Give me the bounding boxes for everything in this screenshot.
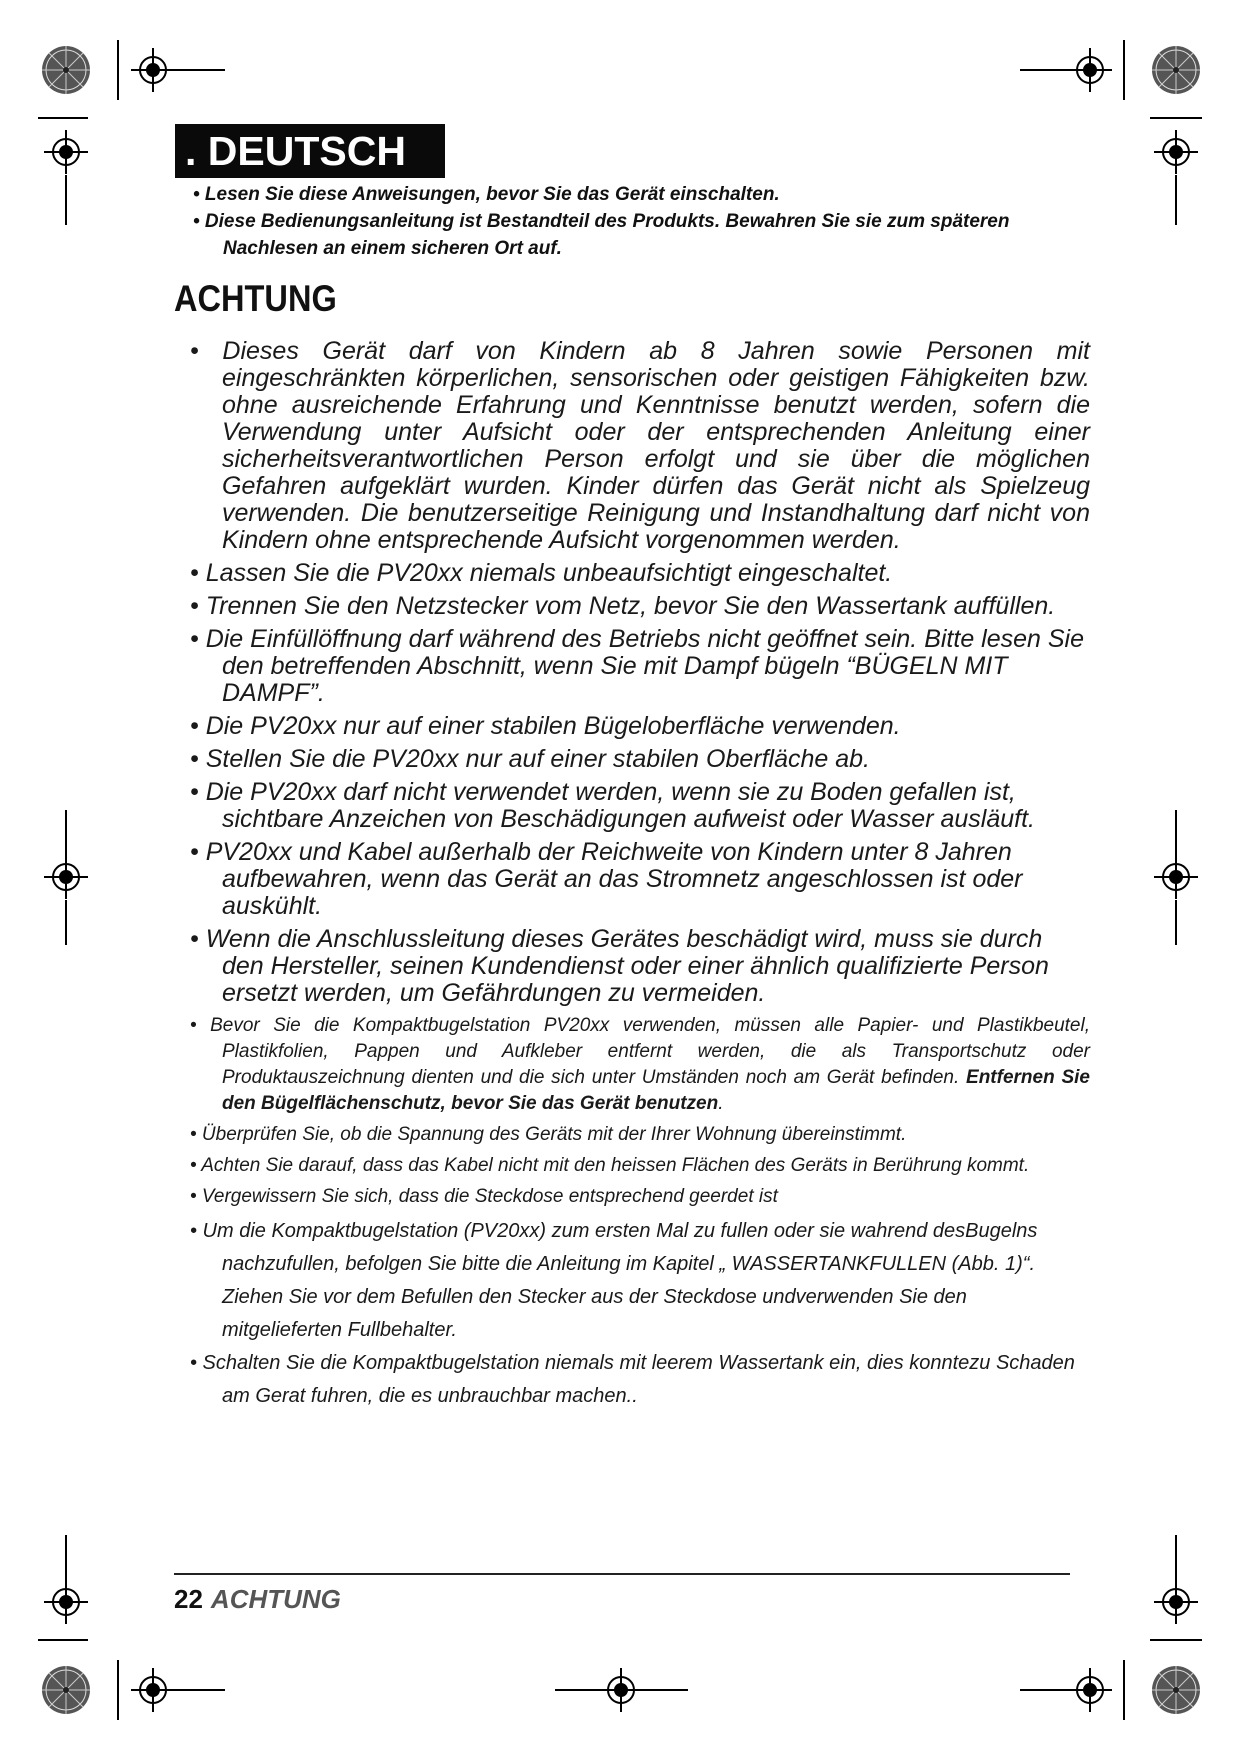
list-item: • Achten Sie darauf, dass das Kabel nicht mit den heissen Flächen des Geräts in Berührung kommt.: [190, 1155, 1030, 1176]
list-item: • Trennen Sie den Netzstecker vom Netz, bevor Sie den Wassertank auffüllen.: [190, 592, 1056, 620]
list-item: • Um die Kompaktbugelstation (PV20xx) zum ersten Mal zu fullen oder sie wahrend desBugelns nachzufullen, befolgen Sie bitte die Anleitung im Kapitel „ WASSERTANKFULLEN (Abb. 1)“. Ziehen Sie vor dem Befullen den Stecker aus der Steckdose undverwenden Sie den mitgelieferten Fullbehalter.: [190, 1220, 1038, 1341]
crosshair-mark-bottom-center: [599, 1668, 643, 1712]
crosshair-mark-bottom-right: [1068, 1668, 1112, 1712]
section-heading: ACHTUNG: [174, 278, 337, 319]
crosshair-mark-upper-right: [1154, 130, 1198, 174]
color-wheel-mark-top-right: [1152, 46, 1200, 94]
list-item: • Lassen Sie die PV20xx niemals unbeaufsichtigt eingeschaltet.: [190, 559, 893, 587]
crosshair-mark-middle-left: [44, 855, 88, 899]
protection-bold-text: Entfernen Sie den Bügelflächenschutz, bevor Sie das Gerät benutzen: [222, 1067, 1090, 1114]
warning-list: [190, 338, 1090, 1413]
list-item: • Die Einfüllöffnung darf während des Betriebs nicht geöffnet sein. Bitte lesen Sie den betreffenden Abschnitt, wenn Sie mit Dampf bügeln “BÜGELN MIT DAMPF”.: [190, 625, 1085, 707]
list-item: • Schalten Sie die Kompaktbugelstation niemals mit leerem Wassertank ein, dies konntezu Schaden am Gerat fuhren, die es unbrauchbar machen..: [190, 1352, 1075, 1407]
crosshair-mark-middle-right: [1154, 855, 1198, 899]
color-wheel-mark-top-left: [42, 46, 90, 94]
protection-text: • Bevor Sie die Kompaktbugelstation PV20xx verwenden, müssen alle Papier- und Plastikbeutel, Plastikfolien, Pappen und Aufkleber entfernt werden, die als Transportschutz oder Produktauszeichnung dienten und die sich unter Umständen noch am Gerät befinden.: [190, 1015, 1090, 1088]
protection-end: .: [718, 1093, 724, 1114]
crosshair-mark-top-left: [131, 48, 175, 92]
color-wheel-mark-bottom-left: [42, 1666, 90, 1714]
crosshair-mark-lower-right: [1154, 1580, 1198, 1624]
list-item: • Dieses Gerät darf von Kindern ab 8 Jahren sowie Personen mit eingeschränkten körperlichen, sensorischen oder geistigen Fähigkeiten bzw. ohne ausreichende Erfahrung und Kenntnisse benutzt werden, sofern die Verwendung unter Aufsicht oder der entsprechenden Anleitung einer sicherheitsverantwortlichen Person erfolgt und sie über die möglichen Gefahren aufgeklärt wurden. Kinder dürfen das Gerät nicht als Spielzeug verwenden. Die benutzerseitige Reinigung und Instandhaltung darf nicht von Kindern ohne entsprechende Aufsicht vorgenommen werden.: [190, 337, 1090, 554]
intro-note: • Lesen Sie diese Anweisungen, bevor Sie das Gerät einschalten.: [193, 184, 780, 205]
page-footer: [174, 1584, 341, 1615]
intro-note: • Diese Bedienungsanleitung ist Bestandteil des Produkts. Bewahren Sie sie zum späteren Nachlesen an einem sicheren Ort auf.: [193, 211, 1010, 259]
list-item: • PV20xx und Kabel außerhalb der Reichweite von Kindern unter 8 Jahren aufbewahren, wenn das Gerät an das Stromnetz angeschlossen ist oder auskühlt.: [190, 838, 1023, 920]
list-item: • Wenn die Anschlussleitung dieses Gerätes beschädigt wird, muss sie durch den Hersteller, seinen Kundendienst oder einer ähnlich qualifizierte Person ersetzt werden, um Gefährdungen zu vermeiden.: [190, 925, 1049, 1007]
footer-label: ACHTUNG: [210, 1584, 341, 1614]
crosshair-mark-upper-left: [44, 130, 88, 174]
list-item: • Die PV20xx darf nicht verwendet werden, wenn sie zu Boden gefallen ist, sichtbare Anzeichen von Beschädigungen aufweist oder Wasser ausläuft.: [190, 778, 1035, 833]
crosshair-mark-top-right: [1068, 48, 1112, 92]
footer-divider: [174, 1573, 1070, 1575]
intro-notes: [193, 181, 1093, 262]
crosshair-mark-bottom-left: [131, 1668, 175, 1712]
list-item: • Überprüfen Sie, ob die Spannung des Geräts mit der Ihrer Wohnung übereinstimmt.: [190, 1124, 907, 1145]
list-item: • Vergewissern Sie sich, dass die Steckdose entsprechend geerdet ist: [190, 1186, 778, 1207]
crosshair-mark-lower-left: [44, 1580, 88, 1624]
color-wheel-mark-bottom-right: [1152, 1666, 1200, 1714]
list-item: • Die PV20xx nur auf einer stabilen Bügeloberfläche verwenden.: [190, 712, 901, 740]
list-item-protection: [190, 1013, 1090, 1117]
language-tab: . DEUTSCH: [175, 124, 445, 178]
list-item: • Stellen Sie die PV20xx nur auf einer stabilen Oberfläche ab.: [190, 745, 870, 773]
page-number: 22: [174, 1584, 203, 1614]
